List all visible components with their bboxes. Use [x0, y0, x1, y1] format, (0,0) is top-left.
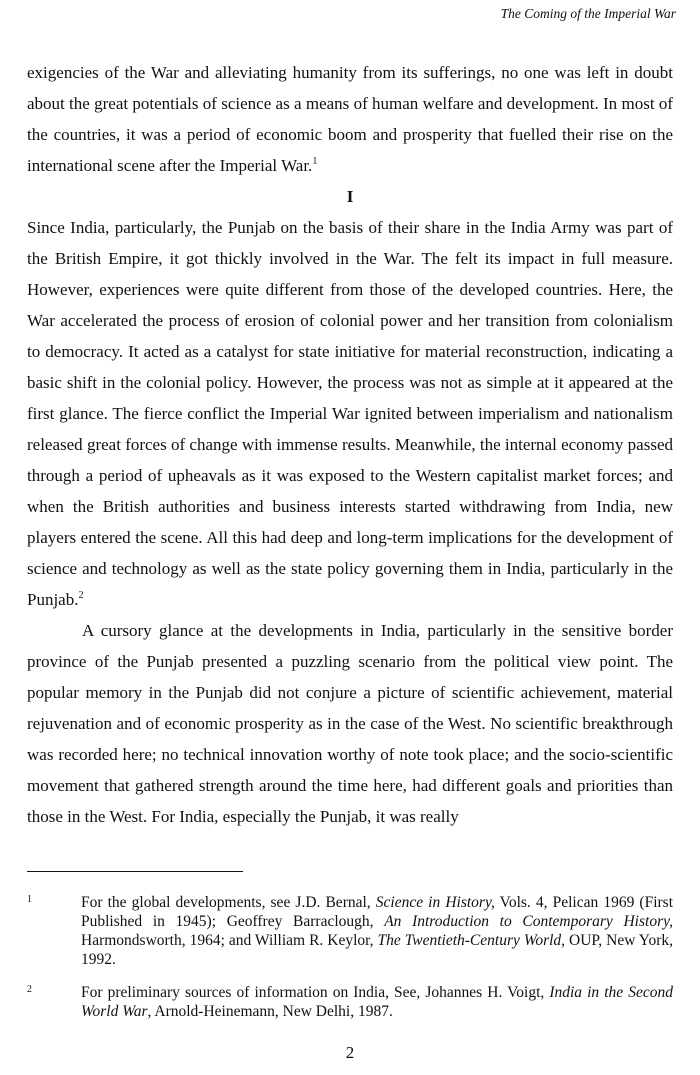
paragraph-text: A cursory glance at the developments in India, particularly in the sensitive border province of the Punjab presented a puzzling scenario from the political view point. The popular memory in the Punjab did not conjure a picture of scientific achievement, material rejuvenation and of economic prosperity as in the case of the West. No scientific breakthrough was recorded here; no technical innovation worthy of note took place; and the socio-scientific movement that gathered strength around the time here, had different goals and priorities than those in the West. For India, especially the Punjab, it was really	[27, 621, 673, 826]
citation-title: India in the Second World War	[81, 984, 673, 1020]
footnote	[27, 893, 673, 969]
running-header: The Coming of the Imperial War	[500, 6, 676, 21]
footnote-divider	[27, 871, 243, 872]
citation-title: Science in History,	[375, 894, 495, 911]
footnote-reference[interactable]: 2	[78, 590, 84, 601]
footnotes	[27, 893, 673, 1021]
citation-title: An Introduction to Contemporary History,	[384, 913, 674, 930]
paragraph	[27, 615, 673, 832]
paragraph	[27, 57, 673, 181]
paragraph	[27, 212, 673, 615]
citation-title: The Twentieth-Century World	[377, 932, 562, 949]
footnote-text: Harmondsworth, 1964; and William R. Keylor,	[81, 932, 378, 949]
footnote-number: 1	[27, 894, 32, 905]
footnote-text: For the global developments, see J.D. Bernal,	[81, 894, 376, 911]
footnote	[27, 983, 673, 1021]
footnote-reference[interactable]: 1	[312, 156, 318, 167]
footnote-text: , Arnold-Heinemann, New Delhi, 1987.	[147, 1003, 393, 1020]
footnote-text: Vols. 4, Pelican 1969 (First Published in 1945); Geoffrey Barraclough,	[81, 894, 673, 930]
section-heading: I	[346, 187, 354, 206]
page-number: 2	[345, 1043, 355, 1062]
body-text	[27, 57, 673, 832]
paragraph-text: Since India, particularly, the Punjab on the basis of their share in the India Army was part of the British Empire, it got thickly involved in the War. The felt its impact in full measure. However, experiences were quite different from those of the developed countries. Here, the War accelerated the process of erosion of colonial power and her transition from colonialism to democracy. It acted as a catalyst for state initiative for material reconstruction, indicating a basic shift in the colonial policy. However, the process was not as simple at it appeared at the first glance. The fierce conflict the Imperial War ignited between imperialism and nationalism released great forces of change with immense results. Meanwhile, the internal economy passed through a period of upheavals as it was exposed to the Western capitalist market forces; and when the British authorities and business interests started withdrawing from India, new players entered the scene. All this had deep and long-term implications for the development of science and technology as well as the state policy governing them in India, particularly in the Punjab.	[27, 218, 673, 609]
footnote-number: 2	[27, 984, 32, 995]
footnote-text: , OUP, New York, 1992.	[81, 932, 673, 968]
footnote-text: For preliminary sources of information on India, See, Johannes H. Voigt,	[81, 984, 550, 1001]
paragraph-text: exigencies of the War and alleviating humanity from its sufferings, no one was left in doubt about the great potentials of science as a means of human welfare and development. In most of the countries, it was a period of economic boom and prosperity that fuelled their rise on the international scene after the Imperial War.	[27, 63, 673, 175]
